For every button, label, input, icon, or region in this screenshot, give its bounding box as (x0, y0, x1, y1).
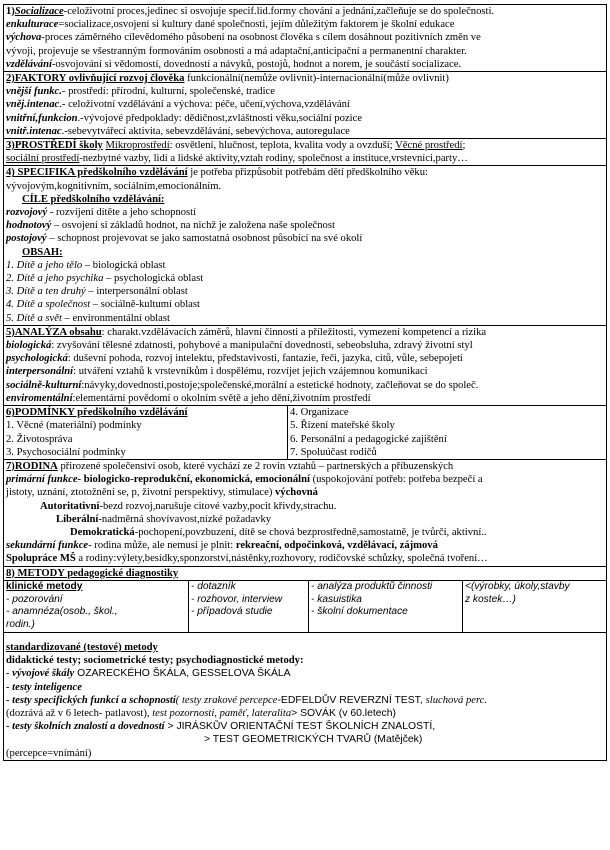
definition-text: > SOVÁK (v 60.letech) (291, 707, 396, 719)
section-metody (3, 566, 607, 760)
spacer (4, 633, 606, 641)
term: sociálně-kulturní (6, 379, 82, 391)
definition-text: :návyky,dovednosti,postoje;společenské,morální a estetické hodnoty, začleňovat se do společ. (81, 379, 479, 391)
definition-text: ( testy zrakové percepce (175, 694, 278, 706)
list-item: 5. Řízení mateřské školy (290, 420, 395, 432)
definition-text: > JIRÁSKŮV ORIENTAČNÍ TEST ŠKOLNÍCH ZNALOSTÍ, (164, 721, 436, 733)
list-item: 1. Věcné (materiální) podmínky (4, 419, 288, 432)
term: Demokratická (70, 526, 135, 538)
definition-text: - rozvíjení dítěte a jeho schopností (47, 207, 197, 219)
term: Autoritativní (40, 500, 100, 512)
footnote: (percepce=vnímání) (6, 747, 92, 759)
definition-text: .-vývojové předpoklady: dědičnost,zvláštnosti věku,sociální pozice (77, 112, 363, 124)
definition-text: - rodina může, ale nemusí je plnit: (88, 540, 236, 552)
term: psychologická (6, 353, 68, 365)
section-number: 1) (6, 6, 15, 17)
term: vnitř.intenac (6, 125, 62, 137)
term: rozvojový (6, 207, 48, 219)
list-item-text: – biologická oblast (82, 259, 166, 271)
definition-text: didaktické testy; sociometrické testy; psychodiagnostické metody: (6, 655, 304, 667)
subheading-standardizovane: standardizované (testové) metody (6, 641, 158, 653)
page-bottom-border (3, 760, 607, 761)
term: sociální prostředí (6, 153, 80, 165)
definition-text: -EDFELDŮV REVERZNÍ TEST, (277, 694, 426, 706)
separator: ; (462, 140, 466, 152)
list-item: 3. Psychosociální podmínky (4, 446, 288, 459)
list-item: 3. Dítě a ten druhý (6, 286, 86, 298)
list-item: rodin.) (6, 619, 35, 631)
list-item: - případová studie (191, 606, 273, 618)
section-title: 8) METODY pedagogické diagnostiky (6, 567, 179, 579)
term: - testy specifických funkcí a schopností (6, 694, 176, 706)
definition-text: :elementární povědomí o okolním světě a jeho dění,životním prostředí (72, 392, 371, 404)
term: Liberální (56, 513, 99, 525)
section-analyza (3, 325, 607, 405)
term: postojový (6, 233, 47, 245)
definition-text: -osvojování si vědomostí, dovedností a návyků, postojů, hodnot a norem, je součástí socializace. (51, 58, 462, 70)
definition-text: (dozrává až v 6 letech- patlavost), (6, 707, 153, 719)
section-podminky (3, 405, 607, 459)
definition-text: -celoživotní proces,jedinec si osvojuje specif.lid.formy chování a jednání,začleňuje se do společnosti. (63, 6, 495, 17)
section-subtitle: funkcionální(nemůže ovlivnit)-internacionální(může ovlivnit) (184, 73, 449, 85)
section-faktory (3, 71, 607, 138)
definition-text: - biologicko-reprodukční, ekonomická, emocionální (77, 474, 310, 486)
term-enkulturace: enkulturace (6, 19, 59, 31)
definition-text: – osvojení si základů hodnot, na nichž je založena naše společnost (51, 220, 335, 232)
definition-text: : zvyšování tělesné zdatnosti, pohybové a manipulační dovednosti, sebeobsluha, zdravý životní styl (51, 340, 473, 352)
list-item: - dotazník (191, 580, 236, 592)
term-vychova: výchova (6, 32, 42, 44)
term: vnitřní,funkcion (6, 112, 78, 124)
term: - testy inteligence (6, 681, 82, 693)
section-subtitle: je potřeba přizpůsobit potřebám dětí předškolního věku: (187, 167, 428, 179)
list-item: - kasuistika (311, 593, 362, 605)
definition-text: - prostředí: přírodní, kulturní, společenské, tradice (61, 86, 275, 98)
list-item: - rozhovor, interview (191, 593, 283, 605)
methods-cell-vyrobky (463, 581, 606, 632)
methods-cell-dotaznik (189, 581, 309, 632)
section-title: 7)RODINA (6, 460, 58, 472)
term: interpersonální (6, 366, 74, 378)
term: vněj.intenac (6, 99, 60, 111)
definition-text: > TEST GEOMETRICKÝCH TVARŮ (Matějček) (204, 734, 423, 746)
term: biologická (6, 340, 52, 352)
term-vzdelavani: vzdělávání (6, 58, 52, 70)
definition-text: : duševní pohoda, rozvoj intelektu, představivosti, fantazie, řeči, jazyka, citů, vůle, sebepojetí (67, 353, 463, 365)
term: výchovná (275, 487, 318, 499)
methods-table (4, 580, 606, 633)
definition-text: : osvětlení, hlučnost, teplota, kvalita vody a ovzduší; (169, 140, 396, 152)
term: hodnotový (6, 220, 52, 232)
term: vnější funkc. (6, 86, 62, 98)
section-prostredi (3, 138, 607, 165)
section-specifika (3, 165, 607, 324)
definition-text: -nadměrná shovívavost,nízké požadavky (98, 513, 272, 525)
list-item-text: – environmentální oblast (61, 312, 170, 324)
list-item: 2. Dítě a jeho psychika (6, 273, 104, 285)
methods-cell-analyza (309, 581, 463, 632)
definition-text: (uspokojování potřeb: potřeba bezpečí a (309, 474, 483, 486)
section-title: 3)PROSTŘEDÍ školy (6, 140, 103, 152)
term: primární funkce (6, 474, 78, 486)
list-item: - pozorování (6, 593, 63, 605)
definition-text: -proces záměrného cílevědomého působení na osobnost člověka s cílem dosáhnout pozitivních změn ve (41, 32, 481, 44)
term-socializace: Socializace (14, 6, 64, 17)
list-item: - školní dokumentace (311, 606, 408, 618)
term: Věcné prostředí (395, 140, 463, 152)
term: enviromentální (6, 392, 73, 404)
list-item: 5. Dítě a svět (6, 312, 62, 324)
definition-text: vývojovým,kognitivním, sociálním,emocionálním. (6, 180, 222, 192)
term: - vývojové škály (6, 668, 75, 680)
definition-text: jistoty, uznání, ztotožnění se, p, životní perspektivy, stimulace) (6, 487, 275, 499)
definition-text: =socializace,osvojení si kultury dané společnosti, jejím důležitým faktorem je školní edukace (58, 19, 455, 31)
list-item: 2. Životospráva (4, 433, 288, 446)
term: sekundární funkce (6, 540, 89, 552)
definition-text: .- celoživotní vzdělávání a výchova: péče, učení,výchova,vzdělávání (59, 99, 350, 111)
section-title: 4) SPECIFIKA předškolního vzdělávání (6, 167, 188, 179)
subheading-klinicke: klinické metody (6, 580, 83, 592)
list-item: - anamnéza(osob., škol., (6, 606, 118, 618)
list-item-text: – sociálně-kultumí oblast (90, 299, 200, 311)
section-title: 2)FAKTORY ovlivňující rozvoj člověka (6, 73, 185, 85)
term: - testy školních znalostí a dovedností (6, 721, 165, 733)
term: Spolupráce MŠ (6, 553, 76, 565)
definition-text: a rodiny:výlety,besídky,sponzorství,nástěnky,rozhovory, rodičovské schůzky, společná tvoření… (75, 553, 488, 565)
methods-cell-klinicke (4, 581, 189, 632)
definition-text: test pozornosti, paměť, lateralita (152, 707, 292, 719)
document-page (3, 4, 607, 846)
definition-text: OZARECKÉHO ŠKÁLA, GESSELOVA ŠKÁLA (74, 668, 291, 680)
list-item: 4. Organizace (290, 407, 349, 419)
list-item: 4. Dítě a společnost (6, 299, 91, 311)
term: Mikroprostředí (105, 140, 170, 152)
section-subtitle: : charakt.vzdělávacích záměrů, hlavní činnosti a příležitosti, vymezení kompetencí a rizika (101, 326, 487, 338)
section-rodina (3, 459, 607, 566)
definition-text: vývoji, projevuje se všestranným formováním osobnosti a má adaptační,anticipační a permanentní charakter. (6, 45, 467, 57)
list-item: 6. Personální a pedagogické zajištění (290, 433, 447, 445)
list-item: <(výrobky, úkoly,stavby (465, 580, 570, 592)
definition-text: sluchová perc. (425, 694, 488, 706)
definition-text: -bezd rozvoj,narušuje citové vazby,pocit křivdy,strachu. (99, 500, 337, 512)
list-item-text: – psychologická oblast (103, 273, 204, 285)
definition-text: .-sebevytvářecí aktivita, sebevzdělávání, sebevýchova, autoregulace (61, 125, 350, 137)
subheading-cile: CÍLE předškolního vzdělávání: (22, 193, 165, 205)
section-subtitle: přirozené společenství osob, které vychází ze 2 rovin vztahů – partnerských a příbuzenských (57, 460, 454, 472)
definition-text: – schopnost projevovat se jako samostatná osobnost působící na své okolí (46, 233, 363, 245)
definition-text: -nezbytné vazby, lidí a lidské aktivity,vztah rodiny, společnost a instituce,vrstevníci,party… (79, 153, 468, 165)
list-item: z kostek…) (465, 593, 516, 605)
list-item-text: – interpersonální oblast (85, 286, 188, 298)
definition-text: -pochopení,povzbuzení, dítě se chová bezprostředně,samostatně, je tvůrčí, aktivní.. (134, 526, 487, 538)
section-title: 6)PODMÍNKY předškolního vzdělávání (6, 407, 188, 419)
section-title: 5)ANALÝZA obsahu (6, 326, 102, 338)
list-item: 7. Spoluúčast rodičů (290, 446, 377, 458)
section-socializace (3, 4, 607, 71)
list-item: 1. Dítě a jeho tělo (6, 259, 83, 271)
definition-text: : utváření vztahů k vrstevníkům i dospělému, rozvíjet jejich vzájemnou komunikaci (73, 366, 428, 378)
definition-text: rekreační, odpočinková, vzdělávací, zájmová (235, 540, 438, 552)
list-item: - analýza produktů činnosti (311, 580, 433, 592)
subheading-obsah: OBSAH: (22, 246, 63, 258)
